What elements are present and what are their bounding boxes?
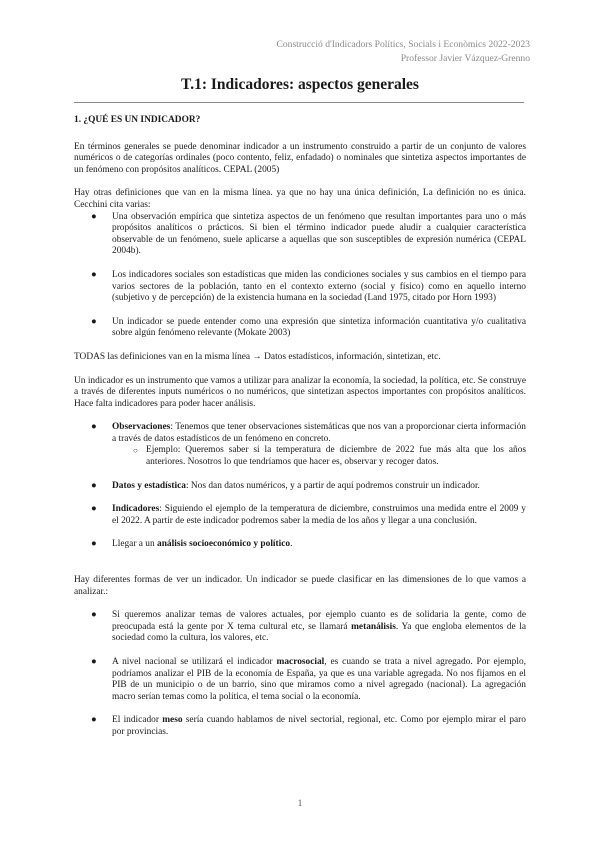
list-item-text: Un indicador se puede entender como una expresión que sintetiza información cuantitativa y/o cualitativa sobre algún fenómeno relevante (Mokate 2003) (112, 316, 526, 339)
definitions-list (74, 212, 526, 340)
example-text: Ejemplo: Queremos saber si la temperatura de diciembre de 2022 fue más alta que los años anteriores. Nosotros lo que tendríamos que hacer es, observar y recoger datos. (146, 445, 526, 468)
step-text: : Siguiendo el ejemplo de la temperatura de diciembre, construimos una medida entre el 2009 y el 2022. A partir de este indicador podremos saber la media de los años y llegar a una conclusión. (112, 504, 526, 526)
dim-text: sería cuando hablamos de nivel sectorial, regional, etc. Como por ejemplo mirar el paro por provincias. (112, 715, 526, 737)
dim-text: , es cuando se trata a nivel agregado. Por ejemplo, podríamos analizar el PIB de la economía de España, ya que es una variable agregada. No nos fijamos en el PIB de un municipio o de un barrio, sino que miramos como a nivel agregado (nacional). La agregación macro serían temas como la política, el tema social o la economía. (112, 657, 526, 702)
dim-text: . Ya que engloba elementos de la sociedad como la cultura, los valores, etc. (112, 621, 526, 644)
bullet-icon: ● (91, 269, 97, 280)
bullet-icon: ● (91, 316, 97, 327)
sub-bullet-icon: ○ (133, 446, 138, 456)
bullet-icon: ● (91, 211, 97, 222)
list-item (74, 422, 526, 445)
list-item (74, 504, 526, 527)
bullet-icon: ● (91, 504, 97, 515)
list-item (74, 481, 526, 493)
bullet-icon: ● (91, 422, 97, 433)
step-text: : Tenemos que tener observaciones sistemáticas que nos van a proporcionar cierta información a través de datos estadísticos de un fenómeno en concreto. (112, 422, 526, 444)
step-label: Indicadores (112, 504, 160, 515)
sub-list-item (74, 445, 526, 468)
step-suffix: . (290, 539, 293, 550)
step-label: Datos y estadística (112, 480, 186, 491)
step-text: : Nos dan datos numéricos, y a partir de aquí podremos construir un indicador. (185, 480, 480, 491)
list-item (74, 657, 526, 703)
list-item (74, 317, 526, 340)
step-prefix: Llegar a un (112, 539, 158, 550)
list-item (74, 539, 526, 551)
list-item (74, 270, 526, 305)
dim-text: Si queremos analizar temas de valores actuales, por ejemplo cuanto es de solidaria la gente, como de preocupada está la gente por X tema cultural etc, se llamará (112, 610, 526, 632)
dimensions-list (74, 610, 526, 738)
dimensions-paragraph: Hay diferentes formas de ver un indicador. Un indicador se puede clasificar en las dimensiones de lo que vamos a analizar.: (74, 575, 526, 597)
intro-paragraph: Hay otras definiciones que van en la misma línea. ya que no hay una única definición, La definición no es única. Cecchini cita varias: (74, 188, 526, 210)
document-header (276, 38, 530, 66)
list-item-text: Los indicadores sociales son estadísticas que miden las condiciones sociales y sus cambios en el tiempo para varios sectores de la población, tanto en el contexto externo (social y físico) como en aquello interno (subjetivo y de percepción) de la existencia humana en la sociedad (Land 1975, citado por Horn 1993) (112, 269, 526, 304)
section-heading: 1. ¿QUÉ ES UN INDICADOR? (74, 115, 201, 125)
title-divider (74, 102, 524, 103)
dim-term: meso (162, 715, 183, 726)
step-label: Observaciones (112, 422, 171, 433)
dim-term: macrosocial (276, 657, 325, 667)
todas-paragraph: TODAS las definiciones van en la misma línea → Datos estadísticos, información, sintetizan, etc. (74, 351, 441, 362)
bullet-icon: ● (91, 657, 97, 667)
bullet-icon: ● (91, 610, 97, 621)
dim-term: metanálisis (351, 621, 396, 632)
document-body (74, 112, 526, 739)
step-label: análisis socioeconómico y político (157, 539, 291, 550)
bullet-icon: ● (91, 715, 97, 726)
bullet-icon: ● (91, 480, 97, 491)
page-number: 1 (297, 798, 303, 808)
list-item (74, 212, 526, 258)
steps-list (74, 422, 526, 551)
list-item-text: Una observación empírica que sintetiza aspectos de un fenómeno que resultan importantes para uno o más propósitos analíticos o prácticos. Si bien el término indicador puede aludir a cualquier característica observable de un fenómeno, suele aplicarse a aquellas que son susceptibles de expresión numérica (CEPAL 2004b). (112, 211, 526, 257)
definition-paragraph: En términos generales se puede denominar indicador a un instrumento construido a partir de un conjunto de valores numéricos o de categorías ordinales (poco contento, feliz, enfadado) o nominales que sintetiza aspectos importantes de un fenómeno con propósitos analíticos. CEPAL (2005) (74, 141, 526, 175)
instrument-paragraph: Un indicador es un instrumento que vamos a utilizar para analizar la economía, la sociedad, la política, etc. Se construye a través de diferentes inputs numéricos o no numéricos, que sintetizan aspectos importantes con propósitos analíticos. Hace falta indicadores para poder hacer análisis. (74, 375, 526, 409)
list-item (74, 715, 526, 738)
bullet-icon: ● (91, 539, 97, 550)
course-title: Construcció d'Indicadors Polítics, Socials i Econòmics 2022-2023 (276, 39, 530, 50)
dim-text: A nivel nacional se utilizará el indicador (112, 657, 277, 667)
professor-name: Professor Javier Vázquez-Grenno (400, 53, 530, 64)
dim-text: El indicador (112, 715, 163, 726)
list-item (74, 610, 526, 645)
page-title: T.1: Indicadores: aspectos generales (181, 76, 419, 93)
